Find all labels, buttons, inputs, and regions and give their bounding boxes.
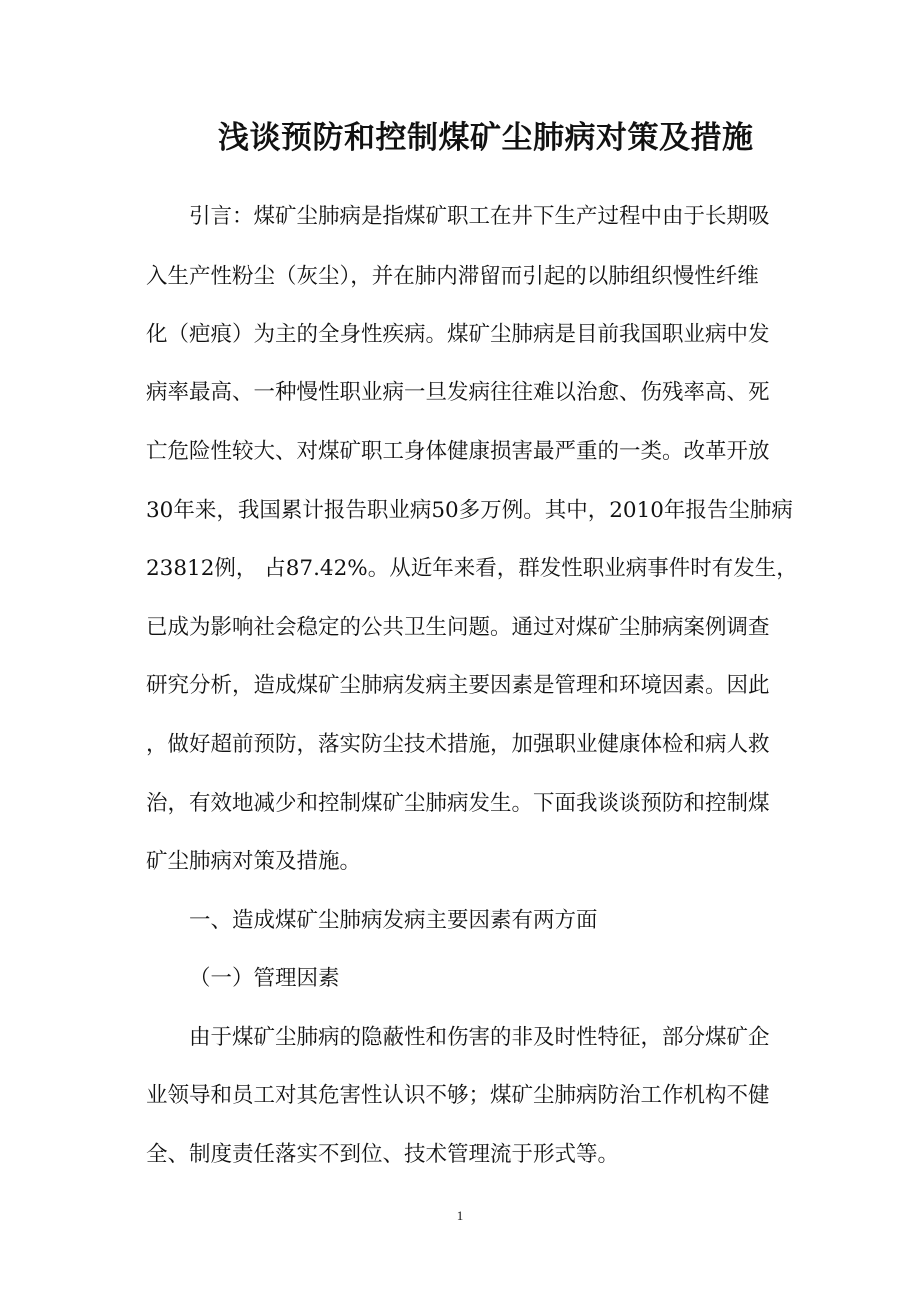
body-line: 入生产性粉尘（灰尘），并在肺内滞留而引起的以肺组织慢性纤维	[146, 264, 759, 289]
body-line: 治，有效地减少和控制煤矿尘肺病发生。下面我谈谈预防和控制煤	[146, 791, 770, 816]
body-line: 化（疤痕）为主的全身性疾病。煤矿尘肺病是目前我国职业病中发	[146, 322, 770, 347]
body-line: 30年来，我国累计报告职业病50多万例。其中，2010年报告尘肺病	[146, 498, 793, 523]
document-title: 浅谈预防和控制煤矿尘肺病对策及措施	[218, 120, 754, 156]
body-line: 业领导和员工对其危害性认识不够；煤矿尘肺病防治工作机构不健	[146, 1083, 770, 1108]
body-line: 亡危险性较大、对煤矿职工身体健康损害最严重的一类。改革开放	[146, 439, 770, 464]
body-line: 已成为影响社会稳定的公共卫生问题。通过对煤矿尘肺病案例调查	[146, 615, 770, 640]
body-line: 研究分析，造成煤矿尘肺病发病主要因素是管理和环境因素。因此	[146, 673, 770, 698]
body-line: 全、制度责任落实不到位、技术管理流于形式等。	[146, 1142, 620, 1167]
body-line: 23812例， 占87.42%。从近年来看，群发性职业病事件时有发生，	[146, 556, 798, 581]
body-line: 矿尘肺病对策及措施。	[146, 849, 362, 874]
body-line: 病率最高、一种慢性职业病一旦发病往往难以治愈、伤残率高、死	[146, 380, 770, 405]
body-line: 由于煤矿尘肺病的隐蔽性和伤害的非及时性特征，部分煤矿企	[189, 1025, 770, 1050]
section-heading: 一、造成煤矿尘肺病发病主要因素有两方面	[189, 908, 598, 933]
page-number: 1	[456, 1208, 464, 1223]
body-line: 引言：煤矿尘肺病是指煤矿职工在井下生产过程中由于长期吸	[189, 204, 770, 229]
body-line: ，做好超前预防，落实防尘技术措施，加强职业健康体检和病人救	[146, 732, 770, 757]
subsection-heading: （一）管理因素	[189, 966, 340, 991]
